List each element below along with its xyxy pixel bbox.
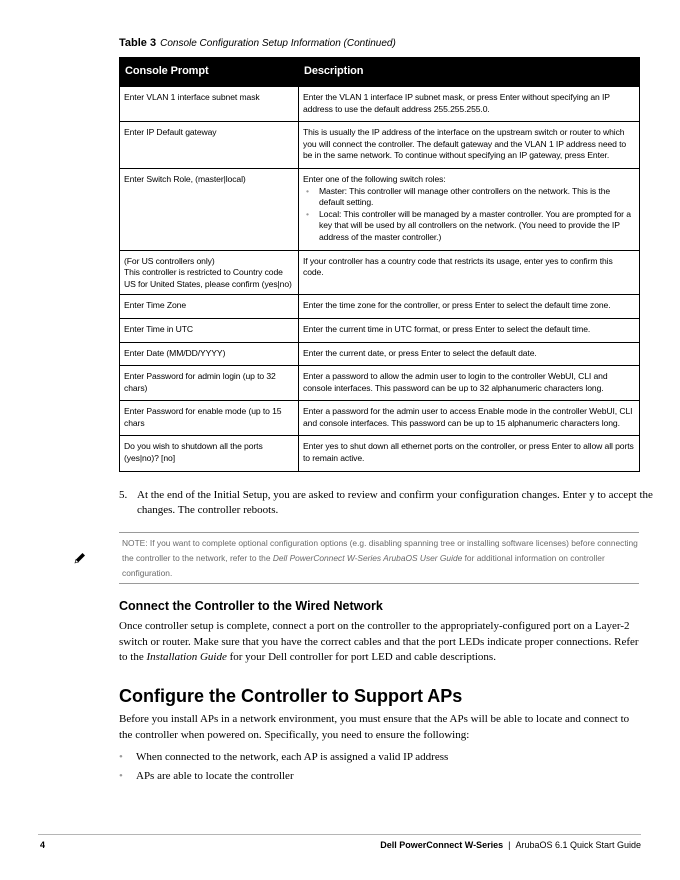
description-cell: Enter the time zone for the controller, or press Enter to select the default time zone. <box>299 295 640 319</box>
page-number: 4 <box>40 840 46 850</box>
prompt-text: Enter Password for admin login (up to 32 chars) <box>124 371 276 393</box>
note-text <box>122 536 639 581</box>
prompt-text: Enter IP Default gateway <box>124 127 217 138</box>
description-cell <box>299 168 640 250</box>
step-number: 5. <box>119 489 128 501</box>
footer-separator: | <box>508 840 511 850</box>
prompt-cell <box>120 401 299 436</box>
prompt-cell <box>120 342 299 366</box>
table-row <box>120 366 640 401</box>
description-cell: Enter a password for the admin user to access Enable mode in the controller WebUI, CLI and console interfaces. This password can be up to 15 alphanumeric characters long. <box>299 401 640 436</box>
ap-requirements-list <box>119 748 448 786</box>
prompt-cell <box>120 436 299 471</box>
list-item: • Local: This controller will be managed by a master controller. You are prompted for a key that will be used by all controllers on the network. (You need to provide the IP address of the master controller.) <box>303 209 635 244</box>
prompt-cell <box>120 122 299 169</box>
prompt-cell <box>120 318 299 342</box>
note-box <box>119 532 639 584</box>
note-pencil-icon <box>74 552 86 564</box>
description-cell: Enter a password to allow the admin user to login to the controller WebUI, CLI and console interfaces. This password can be up to 32 alphanumeric characters long. <box>299 366 640 401</box>
table-caption <box>119 37 396 49</box>
note-text-pre: NOTE: If you want to complete optional configuration options (e.g. disabling spanning tree or installing software licenses) before connecting the controller to the network, refer to the <box>122 538 638 563</box>
table-row <box>120 401 640 436</box>
wired-network-text-post: for your Dell controller for port LED and cable descriptions. <box>226 651 496 663</box>
list-item: • Master: This controller will manage other controllers on the network. This is the default setting. <box>303 186 635 209</box>
description-cell: Enter the current date, or press Enter to select the default date. <box>299 342 640 366</box>
step-5 <box>119 488 662 518</box>
prompt-text: Enter Time in UTC <box>124 323 193 334</box>
list-item: • When connected to the network, each AP is assigned a valid IP address <box>119 748 448 767</box>
prompt-cell <box>120 87 299 122</box>
prompt-cell <box>120 366 299 401</box>
description-cell: If your controller has a country code that restricts its usage, enter yes to confirm this code. <box>299 250 640 295</box>
prompt-text: This controller is restricted to Country code US for United States, please confirm (yes|no) <box>124 267 292 289</box>
prompt-cell <box>120 250 299 295</box>
footer-doc-title: ArubaOS 6.1 Quick Start Guide <box>515 840 641 850</box>
table-row <box>120 436 640 471</box>
prompt-text: Enter Switch Role, (master|local) <box>124 173 246 184</box>
console-setup-table <box>119 57 640 472</box>
table-header-row <box>120 58 640 87</box>
prompt-text: Enter Time Zone <box>124 300 187 311</box>
prompt-text: Enter VLAN 1 interface subnet mask <box>124 92 260 102</box>
table-row <box>120 122 640 169</box>
prompt-cell <box>120 168 299 250</box>
footer-title <box>380 840 641 850</box>
prompt-text: Enter Date (MM/DD/YYYY) <box>124 347 226 358</box>
note-text-post: for additional information on controller configuration. <box>122 553 605 578</box>
prompt-text: Do you wish to shutdown all the ports (yes|no)? [no] <box>124 441 263 464</box>
prompt-text: (For US controllers only) <box>124 255 215 266</box>
description-cell: This is usually the IP address of the interface on the upstream switch or router to which you will connect the controller. The default gateway and the VLAN 1 IP address need to be in the same network. To continue without specifying an IP gateway, press Enter. <box>299 122 640 169</box>
table-caption-title: Console Configuration Setup Information (Continued) <box>160 38 396 49</box>
table-caption-label: Table 3 <box>119 37 157 49</box>
section-heading-support-aps: Configure the Controller to Support APs <box>119 686 463 706</box>
note-user-guide-ref: Dell PowerConnect W-Series ArubaOS User Guide <box>272 553 463 563</box>
table-row <box>120 250 640 295</box>
table-row <box>120 318 640 342</box>
wired-network-text-pre: Once controller setup is complete, connect a port on the controller to the appropriately-configured port on a Layer-2 switch or router. Make sure that you have the correct cables and that the port LEDs indicate proper connections. Refer to the <box>119 620 639 663</box>
step-text: At the end of the Initial Setup, you are asked to review and confirm your configuration changes. Enter y to accept the changes. The controller reboots. <box>137 489 653 516</box>
header-console-prompt: Console Prompt <box>120 58 299 87</box>
footer-product: Dell PowerConnect W-Series <box>380 840 504 850</box>
section-heading-wired-network: Connect the Controller to the Wired Network <box>119 599 383 613</box>
table-row <box>120 295 640 319</box>
description-cell: Enter the VLAN 1 interface IP subnet mask, or press Enter without specifying an IP address to use the default address 255.255.255.0. <box>299 87 640 122</box>
wired-network-paragraph <box>119 619 644 666</box>
list-item: • APs are able to locate the controller <box>119 767 448 786</box>
prompt-text: Enter Password for enable mode (up to 15 chars <box>124 406 282 428</box>
prompt-cell <box>120 295 299 319</box>
table-row <box>120 342 640 366</box>
table-row <box>120 87 640 122</box>
installation-guide-ref: Installation Guide <box>146 651 227 663</box>
description-cell: Enter yes to shut down all ethernet ports on the controller, or press Enter to allow all ports to remain active. <box>299 436 640 471</box>
table-row <box>120 168 640 250</box>
footer-divider <box>38 834 641 835</box>
switch-role-list <box>303 186 635 244</box>
support-aps-paragraph: Before you install APs in a network environment, you must ensure that the APs will be able to locate and connect to the controller when powered on. Specifically, you need to ensure the following: <box>119 713 630 741</box>
header-description: Description <box>299 58 640 87</box>
description-text: Enter one of the following switch roles: <box>303 173 446 184</box>
description-cell: Enter the current time in UTC format, or press Enter to select the default time. <box>299 318 640 342</box>
